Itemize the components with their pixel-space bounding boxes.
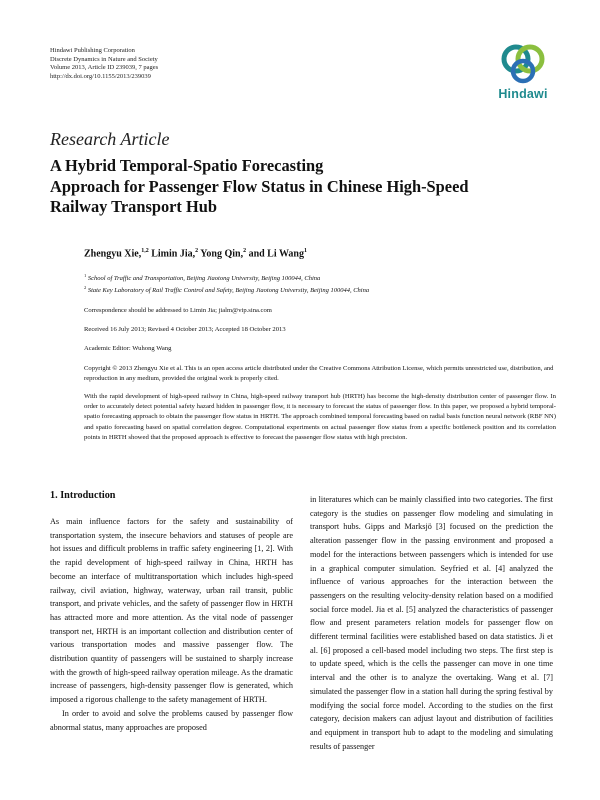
affiliation-text: State Key Laboratory of Rail Traffic Control and Safety, Beijing Jiaotong University, Beijing 100044, China [86, 287, 370, 295]
author-list [84, 248, 307, 259]
correspondence: Correspondence should be addressed to Limin Jia; jialm@vip.sina.com [84, 307, 272, 314]
affiliation [84, 285, 369, 294]
title-line: Railway Transport Hub [50, 197, 217, 216]
volume-info: Volume 2013, Article ID 239039, 7 pages [50, 64, 159, 71]
author-name: Limin Jia, [148, 248, 196, 260]
publisher-name: Hindawi Publishing Corporation [50, 47, 135, 54]
body-column-right [310, 493, 553, 753]
paragraph: In order to avoid and solve the problems caused by passenger flow abnormal status, many approaches are proposed [50, 708, 293, 732]
paragraph: As main influence factors for the safety and sustainability of transportation system, the insecure behaviors and statuses of people are hot issues and difficult problems in traffic safety engineering [1, 2]. With the rapid development of high-speed railway in China, HRTH has become an interface of multitransportation which includes high-speed railway, civil aviation, highway, waterway, urban rail transit, public transport, and private vehicles, and the safety of passenger flow in HRTH has attracted more and more attention. As the vital node of passenger transport net, HRTH is an important collection and distribution center of various transportation modes and massive passenger flow. The distribution quantity of passengers will be sustained to sharply increase with the growth of high-speed railway operation mileage. As the dramatic increase of passengers, high-density passenger flow is generated, which imposed a rigorous challenge to the safety management of HRTH. [50, 517, 293, 705]
author-affil-mark: 1 [303, 248, 307, 254]
paragraph: in literatures which can be mainly classified into two categories. The first category is the studies on passenger flow modeling and simulating in transport hubs. Gipps and Marksjö [3] focused on the prediction the alteration passenger flow in the passing environment and proposed a model for the interactions between passengers which is intended for use in a graphical computer simulation. Seyfried et al. [4] analyzed the influence of various approaches for the interaction between the passengers on the resulting velocity-density relation based on a modified social force model. Jia et al. [5] analyzed the characteristics of passenger flow and present parameters relation models for passenger flow on different terminal facilities were established based on data statistics. Ji et al. [6] proposed a cell-based model including two steps. The first step is to update speed, which is the cells the passenger can move in one time interval and the other is to analyze the overtaking. Wang et al. [7] simulated the passenger flow in a station hall during the spring festival by modifying the social force model. According to the studies on the first category, decision makers can adjust layout and distribution of facilities and equipment in transport hub to adapt to the modeling and simulating results of passenger [310, 495, 553, 751]
body-column-left [50, 515, 293, 734]
journal-name: Discrete Dynamics in Nature and Society [50, 55, 158, 63]
doi-link[interactable]: http://dx.doi.org/10.1155/2013/239039 [50, 72, 151, 80]
author-affil-mark: 2 [195, 248, 199, 254]
article-type: Research Article [50, 129, 170, 149]
title-line: A Hybrid Temporal-Spatio Forecasting [50, 156, 324, 175]
section-heading: 1. Introduction [50, 490, 116, 501]
received-dates: Received 16 July 2013; Revised 4 October 2013; Accepted 18 October 2013 [84, 326, 286, 333]
publisher-logo [493, 40, 553, 101]
article-title [50, 156, 570, 218]
title-line: Approach for Passenger Flow Status in Chinese High-Speed [50, 176, 469, 196]
affiliation-mark: 2 [84, 285, 87, 290]
author-name: Zhengyu Xie, [84, 248, 142, 260]
publication-info [50, 47, 158, 81]
hindawi-logo-icon [499, 40, 547, 86]
copyright-notice: Copyright © 2013 Zhengyu Xie et al. This is an open access article distributed under the Creative Commons Attribution License, which permits unrestricted use, distribution, and reproduction in any medium, provided the original work is properly cited. [84, 365, 554, 382]
affiliation-text: School of Traffic and Transportation, Beijing Jiaotong University, Beijing 100044, China [86, 275, 321, 283]
author-name: and Li Wang [246, 248, 304, 260]
author-name: Yong Qin, [198, 248, 244, 260]
affiliation-mark: 1 [84, 273, 87, 278]
academic-editor: Academic Editor: Wuhong Wang [84, 345, 172, 352]
abstract: With the rapid development of high-speed railway in China, high-speed railway transport hub (HRTH) has become the high-density distribution center of passenger flow. In order to accurately detect potential safety hazard hidden in passenger flow, it is necessary to forecast the status of passenger flow. In this paper, we proposed a hybrid temporal-spatio forecasting approach to obtain the passenger flow status in HRTH. The approach combined temporal forecasting based on radial basis function neural network (RBF NN) and spatio forecasting based on spatial correlation degree. Computational experiments on actual passenger flow status from a specific bottleneck position and its correlation points in HRTH showed that the proposed approach is effective to forecast the passenger flow status with high precision. [84, 393, 556, 441]
author-affil-mark: 2 [243, 248, 247, 254]
affiliation [84, 273, 320, 282]
logo-wordmark: Hindawi [498, 87, 548, 101]
author-affil-mark: 1,2 [141, 248, 149, 254]
